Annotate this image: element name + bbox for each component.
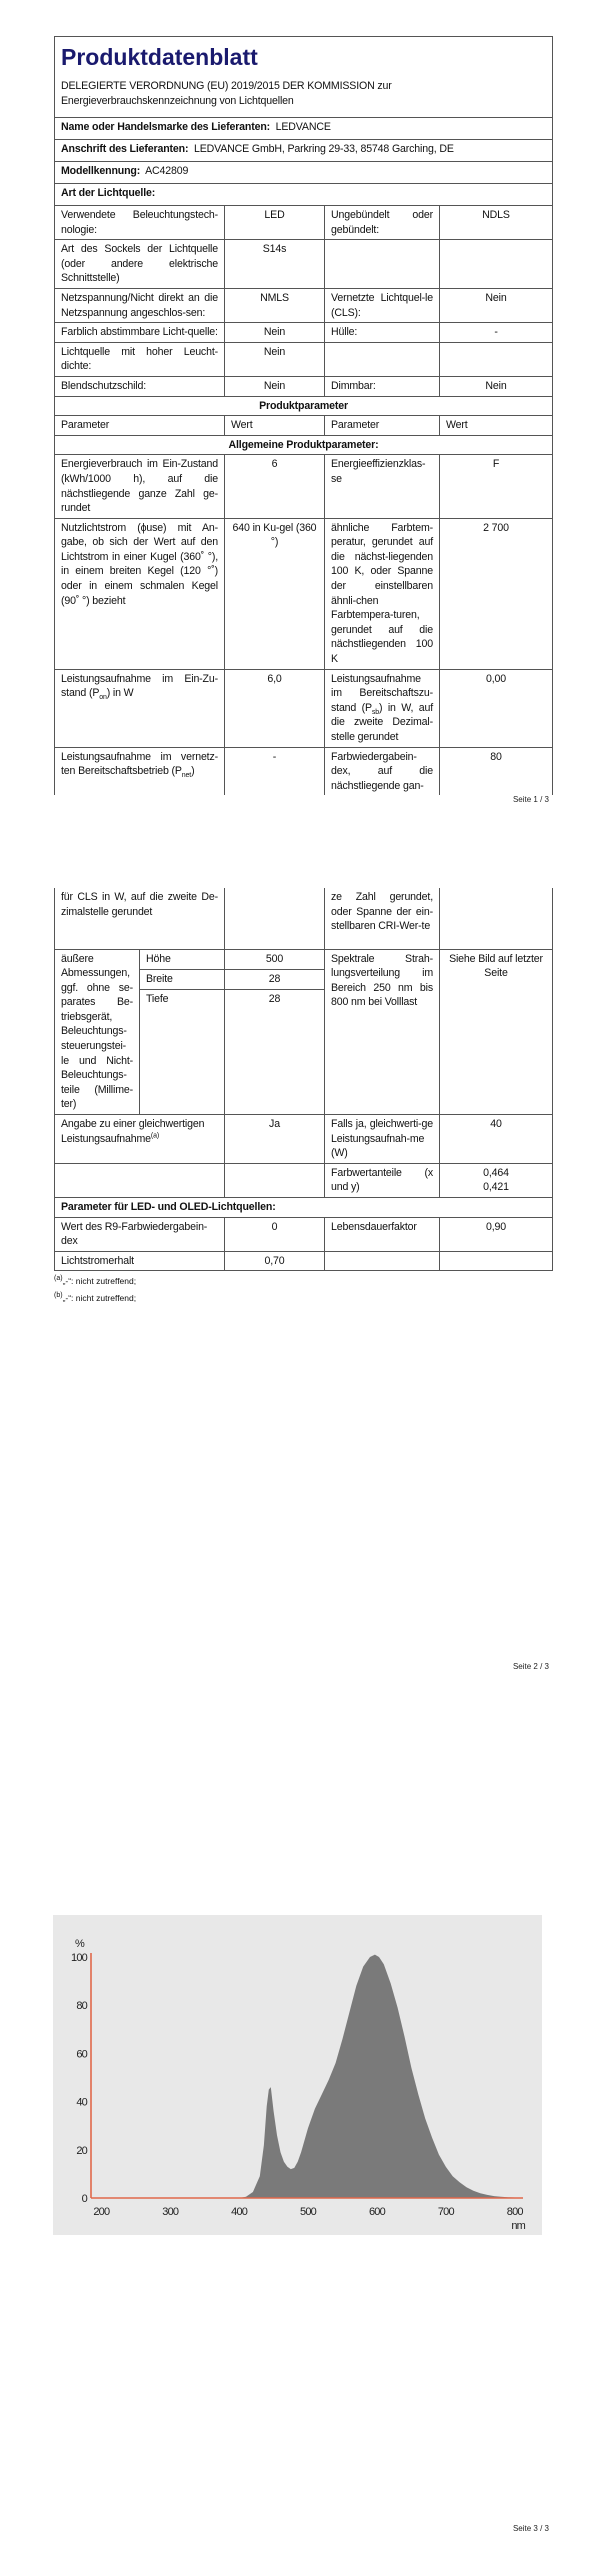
parameter-value: NMLS <box>225 288 325 322</box>
table-row <box>55 455 553 518</box>
parameter-label: Farblich abstimmbare Licht-quelle: <box>55 323 225 343</box>
parameter-label <box>325 240 440 289</box>
x-tick-label: 200 <box>93 2206 110 2218</box>
regulation-line-2: Energieverbrauchskennzeichnung von Lichtquellen <box>61 95 294 107</box>
y-axis-label: % <box>75 1938 85 1950</box>
text-segment: Leistungsaufnahme im vernetz-ten Bereitschaftsbetrieb (P <box>61 750 218 778</box>
product-parameters-heading: Produktparameter <box>55 396 553 416</box>
column-header-value: Wert <box>440 416 553 436</box>
table-row <box>55 323 553 343</box>
parameter-label: Vernetzte Lichtquel-le (CLS): <box>325 288 440 322</box>
dim-height-label: Höhe <box>140 949 225 969</box>
model-id: AC42809 <box>145 165 189 177</box>
footnote-b-text: „-“: nicht zutreffend; <box>62 1293 137 1304</box>
table-row <box>55 669 553 747</box>
text-segment: Leistungsaufnahme im Ein-Zu-stand (P <box>61 672 218 700</box>
parameter-label <box>325 455 440 518</box>
spectral-distribution-chart <box>53 1915 542 2235</box>
page-1 <box>54 36 552 795</box>
equiv-watt-value: 40 <box>440 1115 553 1164</box>
subscript: net <box>181 772 192 780</box>
cls-power-label-cont: für CLS in W, auf die zweite De-zimalstelle gerundet <box>55 888 225 949</box>
text-segment: Farbwiedergabein-dex, auf die nächstliegende gan- <box>331 750 433 792</box>
parameter-value: Nein <box>225 376 325 396</box>
page-number-3: Seite 3 / 3 <box>512 2524 549 2533</box>
empty-cell <box>55 1163 225 1197</box>
model-row <box>55 162 553 184</box>
equiv-power-value: Ja <box>225 1115 325 1164</box>
chromaticity-label: Farbwertanteile (x und y) <box>325 1163 440 1197</box>
parameter-label <box>55 518 225 669</box>
page-title: Produktdatenblatt <box>61 44 258 70</box>
parameter-label <box>325 342 440 376</box>
table-row <box>55 206 553 240</box>
empty-cell <box>440 1251 553 1271</box>
table-row <box>55 240 553 289</box>
text-segment: Leistungsaufnahme im Bereitschaftszu-stand (P <box>331 672 433 714</box>
supplier-address-row <box>55 140 553 162</box>
y-tick-label: 60 <box>76 2048 87 2061</box>
parameter-value: LED <box>225 206 325 240</box>
x-tick-label: 500 <box>300 2206 317 2218</box>
parameter-label: Dimmbar: <box>325 376 440 396</box>
parameter-value: Nein <box>225 323 325 343</box>
lifetime-factor-label: Lebensdauerfaktor <box>325 1217 440 1251</box>
supplier-address: LEDVANCE GmbH, Parkring 29-33, 85748 Garching, DE <box>193 143 454 155</box>
parameter-label: Lichtquelle mit hoher Leucht-dichte: <box>55 342 225 376</box>
led-section-heading: Parameter für LED- und OLED-Lichtquellen: <box>55 1198 553 1218</box>
parameter-value: 640 in Ku-gel (360 °) <box>225 518 325 669</box>
supplier-name-label: Name oder Handelsmarke des Lieferanten: <box>61 121 271 133</box>
column-header-parameter: Parameter <box>325 416 440 436</box>
x-axis-label: nm <box>511 2220 525 2232</box>
parameter-value: F <box>440 455 553 518</box>
empty-cell <box>325 1251 440 1271</box>
dim-width-value: 28 <box>225 969 325 989</box>
parameter-label: Netzspannung/Nicht direkt an die Netzspannung angeschlos-sen: <box>55 288 225 322</box>
footnote-a-text: „-“: nicht zutreffend; <box>62 1276 137 1287</box>
cri-label-cont: ze Zahl gerundet, oder Spanne der ein-stellbaren CRI-Wer-te <box>325 888 440 949</box>
footnote-ref-a: (a) <box>150 1132 160 1140</box>
header-cell <box>55 37 553 118</box>
section-row <box>55 435 553 455</box>
parameter-label <box>55 669 225 747</box>
parameter-value: Nein <box>440 288 553 322</box>
column-header-value: Wert <box>225 416 325 436</box>
footnote-a-mark: (a) <box>54 1275 63 1283</box>
page-number-1: Seite 1 / 3 <box>512 795 549 804</box>
dim-height-value: 500 <box>225 949 325 969</box>
section-row <box>55 396 553 416</box>
y-tick-label: 20 <box>76 2144 87 2157</box>
equiv-watt-label: Falls ja, gleichwerti-ge Leistungsaufnah-me (W) <box>325 1115 440 1164</box>
footnotes <box>54 1273 552 1307</box>
table-row <box>55 288 553 322</box>
parameter-value: NDLS <box>440 206 553 240</box>
supplier-name-row <box>55 118 553 140</box>
x-tick-label: 300 <box>162 2206 179 2218</box>
dim-width-label: Breite <box>140 969 225 989</box>
parameter-value <box>440 342 553 376</box>
text-segment: ) in W <box>106 687 134 700</box>
x-tick-label: 600 <box>368 2206 385 2218</box>
subscript: on <box>99 694 107 702</box>
parameter-value: 2 700 <box>440 518 553 669</box>
chromaticity-value <box>440 1163 553 1197</box>
chart-svg <box>53 1915 542 2235</box>
y-tick-label: 80 <box>76 2000 87 2013</box>
footnote-b-mark: (b) <box>54 1292 63 1300</box>
table-row <box>55 376 553 396</box>
y-tick-label: 40 <box>76 2096 87 2109</box>
footnote-a <box>54 1273 552 1290</box>
parameter-value: - <box>440 323 553 343</box>
parameter-label <box>325 747 440 795</box>
chromaticity-x: 0,464 <box>483 1166 509 1179</box>
lumen-maintenance-value: 0,70 <box>225 1251 325 1271</box>
parameter-label: Verwendete Beleuchtungstech-nologie: <box>55 206 225 240</box>
parameter-label <box>325 518 440 669</box>
text-segment: Nutzlichtstrom (ϕuse) mit An-gabe, ob sich der Wert auf den Lichtstrom in einer Kugel (360˚ °), in einem breiten Kegel (120 °˚) oder in einem schmalen Kegel (90˚ °) bezieht <box>61 521 218 607</box>
parameter-value: - <box>225 747 325 795</box>
table-row <box>55 342 553 376</box>
y-tick-label: 0 <box>81 2193 87 2205</box>
lumen-maintenance-label: Lichtstromerhalt <box>55 1251 225 1271</box>
table-row <box>55 747 553 795</box>
text-segment: Energieeffizienzklas-se <box>331 458 426 485</box>
chromaticity-y: 0,421 <box>483 1181 509 1194</box>
parameter-value: Nein <box>440 376 553 396</box>
lifetime-factor-value: 0,90 <box>440 1217 553 1251</box>
y-tick-label: 100 <box>71 1952 87 1964</box>
parameter-value: 80 <box>440 747 553 795</box>
dim-depth-value: 28 <box>225 990 325 1115</box>
model-label: Modellkennung: <box>61 165 141 177</box>
parameter-value <box>440 240 553 289</box>
column-header-row <box>55 416 553 436</box>
r9-value: 0 <box>225 1217 325 1251</box>
equiv-power-label <box>55 1115 225 1164</box>
text-segment: ähnliche Farbtem-peratur, gerundet auf die nächst-liegenden 100 K, oder Spanne der einstellbaren ähnli-chen Farbtempera-turen, gerundet auf die nächstliegenden 100 K <box>331 521 433 666</box>
parameter-label: Blendschutzschild: <box>55 376 225 396</box>
parameter-value: Nein <box>225 342 325 376</box>
general-parameters-heading: Allgemeine Produktparameter: <box>55 435 553 455</box>
parameter-label: Ungebündelt oder gebündelt: <box>325 206 440 240</box>
parameter-value: 6,0 <box>225 669 325 747</box>
cls-power-value <box>225 888 325 949</box>
parameter-value: 6 <box>225 455 325 518</box>
column-header-parameter: Parameter <box>55 416 225 436</box>
r9-label: Wert des R9-Farbwiedergabein-dex <box>55 1217 225 1251</box>
parameter-label <box>55 455 225 518</box>
text-segment: ) in W, auf die zweite Dezimal-stelle gerundet <box>331 701 433 743</box>
regulation-text <box>61 79 546 109</box>
empty-cell <box>225 1163 325 1197</box>
dimensions-label: äußere Abmessungen, ggf. ohne se-parates Be-triebsgerät, Beleuchtungs-steuerungstei-le und Nicht-Beleuchtungs-teile (Millime-ter) <box>55 949 140 1115</box>
x-tick-label: 800 <box>506 2206 523 2218</box>
footnote-b <box>54 1290 552 1307</box>
table-row <box>55 518 553 669</box>
parameter-label <box>325 669 440 747</box>
regulation-line-1: DELEGIERTE VERORDNUNG (EU) 2019/2015 DER KOMMISSION zur <box>61 80 392 92</box>
parameter-value: 0,00 <box>440 669 553 747</box>
cri-value-cont <box>440 888 553 949</box>
text-segment: Energieverbrauch im Ein-Zustand (kWh/1000 h), auf die nächstliegende ganze Zahl ge-rundet <box>61 458 218 515</box>
dim-depth-label: Tiefe <box>140 990 225 1115</box>
parameter-label: Hülle: <box>325 323 440 343</box>
spectral-value: Siehe Bild auf letzter Seite <box>440 949 553 1115</box>
product-datasheet-table-continued <box>54 888 553 1271</box>
equiv-power-text: Angabe zu einer gleichwertigen Leistungsaufnahme <box>61 1118 205 1145</box>
parameter-label: Art des Sockels der Lichtquelle (oder andere elektrische Schnittstelle) <box>55 240 225 289</box>
subscript: sb <box>371 708 379 716</box>
supplier-address-label: Anschrift des Lieferanten: <box>61 143 189 155</box>
spectral-label: Spektrale Strah-lungsverteilung im Bereich 250 nm bis 800 nm bei Volllast <box>325 949 440 1115</box>
product-datasheet-table <box>54 36 553 795</box>
light-source-type-heading: Art der Lichtquelle: <box>55 184 553 206</box>
x-tick-label: 700 <box>437 2206 454 2218</box>
parameter-label <box>55 747 225 795</box>
parameter-value: S14s <box>225 240 325 289</box>
x-tick-label: 400 <box>231 2206 248 2218</box>
text-segment: ) <box>191 765 195 778</box>
page-2 <box>54 888 552 1307</box>
page-number-2: Seite 2 / 3 <box>512 1662 549 1671</box>
supplier-name: LEDVANCE <box>275 121 331 133</box>
spectrum-area <box>91 1955 523 2198</box>
